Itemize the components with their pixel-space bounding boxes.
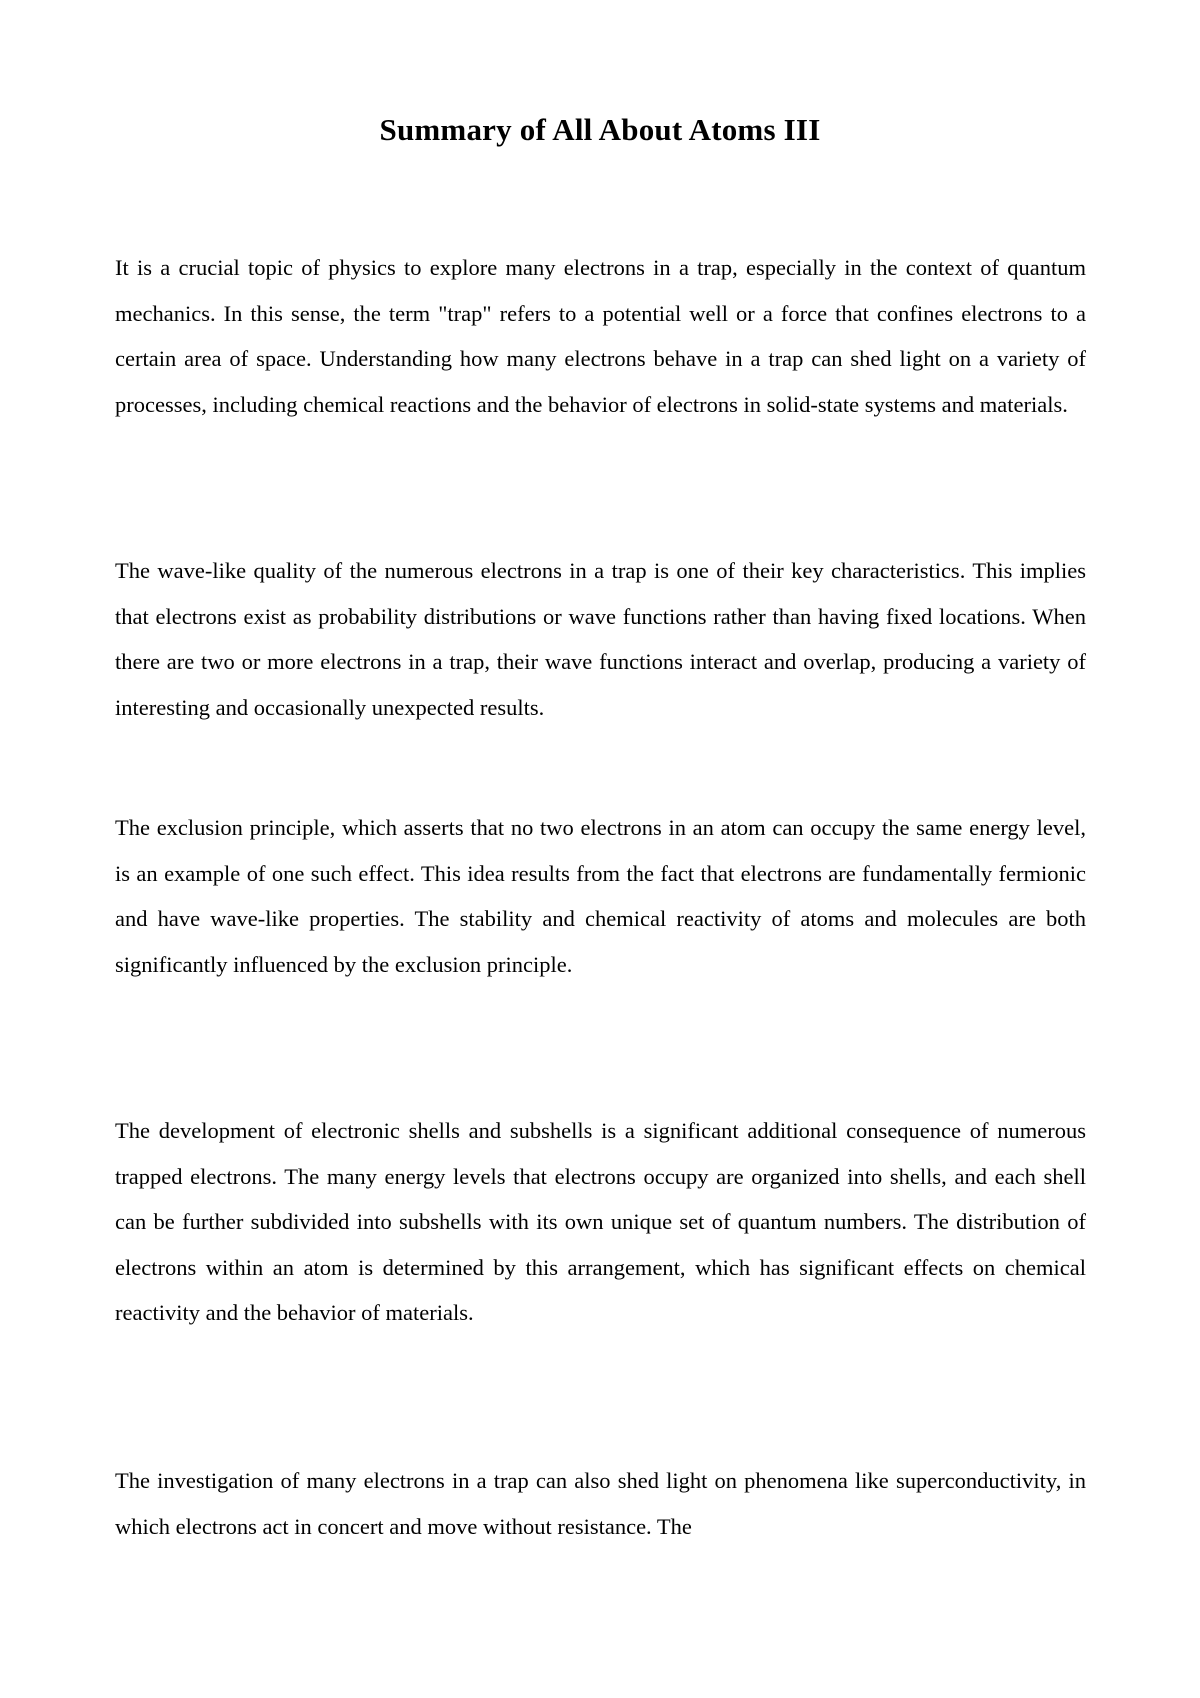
page-title: Summary of All About Atoms III xyxy=(379,112,821,147)
paragraph-1: It is a crucial topic of physics to explore many electrons in a trap, especially in the context of quantum mechanics. In this sense, the term "trap" refers to a potential well or a force that confines electrons to a certain area of space. Understanding how many electrons behave in a trap can shed light on a variety of processes, including chemical reactions and the behavior of electrons in solid-state systems and materials. xyxy=(115,255,1086,417)
paragraph-3: The exclusion principle, which asserts that no two electrons in an atom can occupy the same energy level, is an example of one such effect. This idea results from the fact that electrons are fundamentally fermionic and have wave-like properties. The stability and chemical reactivity of atoms and molecules are both significantly influenced by the exclusion principle. xyxy=(115,815,1086,977)
paragraph-4: The development of electronic shells and subshells is a significant additional consequence of numerous trapped electrons. The many energy levels that electrons occupy are organized into shells, and each shell can be further subdivided into subshells with its own unique set of quantum numbers. The distribution of electrons within an atom is determined by this arrangement, which has significant effects on chemical reactivity and the behavior of materials. xyxy=(115,1118,1086,1325)
paragraph-5: The investigation of many electrons in a trap can also shed light on phenomena like superconductivity, in which electrons act in concert and move without resistance. The xyxy=(115,1468,1086,1539)
paragraph-2: The wave-like quality of the numerous electrons in a trap is one of their key characteristics. This implies that electrons exist as probability distributions or wave functions rather than having fixed locations. When there are two or more electrons in a trap, their wave functions interact and overlap, producing a variety of interesting and occasionally unexpected results. xyxy=(115,558,1086,720)
